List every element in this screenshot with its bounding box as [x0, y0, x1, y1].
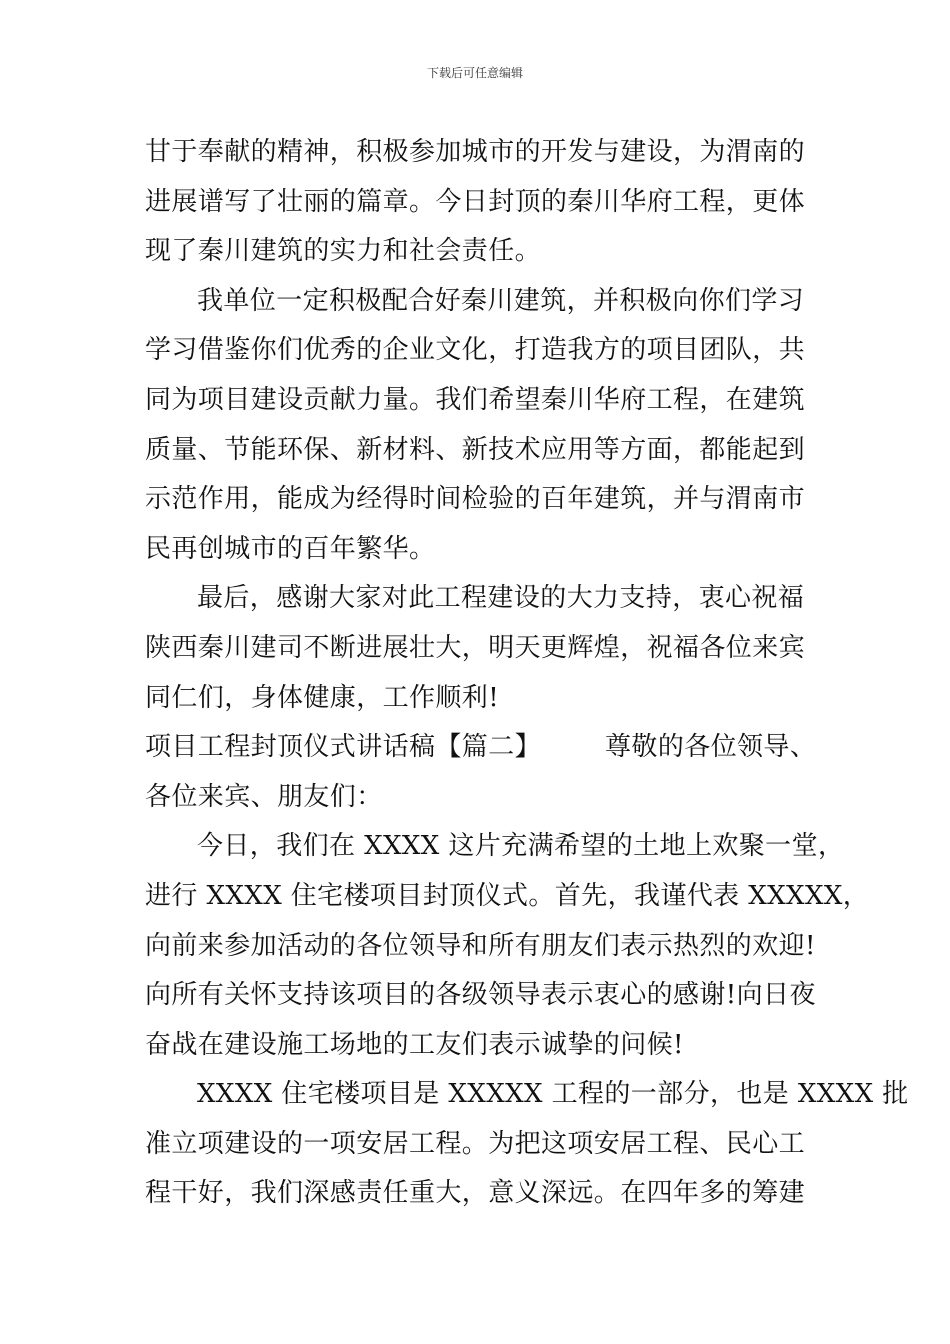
text-line: 向所有关怀支持该项目的各级领导表示衷心的感谢!向日夜 [145, 980, 816, 1011]
text-line: 各位来宾、朋友们： [145, 781, 383, 812]
text-line: 学习借鉴你们优秀的企业文化，打造我方的项目团队，共 [145, 335, 806, 366]
text-line: 同仁们，身体健康，工作顺利! [145, 682, 500, 713]
page-header: 下载后可任意编辑 [426, 66, 523, 80]
text-line: 我单位一定积极配合好秦川建筑，并积极向你们学习 [197, 285, 805, 316]
text-line: 进行 XXXX 住宅楼项目封顶仪式。首先，我谨代表 XXXXX， [145, 880, 870, 911]
text-line: 现了秦川建筑的实力和社会责任。 [145, 236, 542, 267]
text-line: 今日，我们在 XXXX 这片充满希望的土地上欢聚一堂， [197, 831, 845, 862]
text-line: 最后，感谢大家对此工程建设的大力支持，衷心祝福 [197, 583, 805, 614]
section-title: 项目工程封顶仪式讲话稿【篇二】 [145, 732, 542, 763]
document-body [145, 128, 909, 1219]
text-line: 民再创城市的百年繁华。 [145, 533, 436, 564]
text-line: 质量、节能环保、新材料、新技术应用等方面，都能起到 [145, 434, 806, 465]
text-line: 陕西秦川建司不断进展壮大，明天更辉煌，祝福各位来宾 [145, 632, 806, 663]
text-line: 程干好，我们深感责任重大，意义深远。在四年多的筹建 [145, 1178, 806, 1209]
text-line: 奋战在建设施工场地的工友们表示诚挚的问候! [145, 1029, 684, 1060]
greeting-start: 尊敬的各位领导、 [605, 732, 817, 763]
text-line: 向前来参加活动的各位领导和所有朋友们表示热烈的欢迎! [145, 930, 816, 961]
text-line: 同为项目建设贡献力量。我们希望秦川华府工程，在建筑 [145, 384, 806, 415]
text-line: 准立项建设的一项安居工程。为把这项安居工程、民心工 [145, 1128, 806, 1159]
text-line: 甘于奉献的精神，积极参加城市的开发与建设，为渭南的 [145, 137, 806, 167]
text-line: 进展谱写了壮丽的篇章。今日封顶的秦川华府工程，更体 [145, 186, 806, 217]
section-title-line [145, 723, 817, 773]
text-line: 示范作用，能成为经得时间检验的百年建筑，并与渭南市 [145, 484, 806, 515]
text-line: XXXX 住宅楼项目是 XXXXX 工程的一部分，也是 XXXX 批 [197, 1079, 909, 1110]
